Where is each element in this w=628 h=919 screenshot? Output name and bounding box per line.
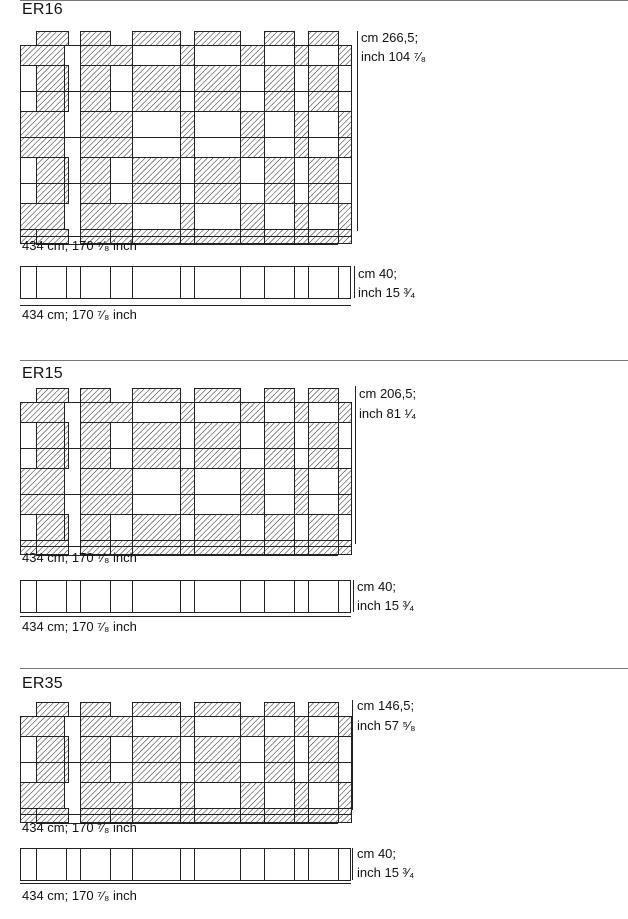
hatched-panel — [181, 783, 195, 809]
plinth-block — [295, 541, 309, 555]
hatched-panel — [21, 783, 65, 809]
height-cm-label: cm 266,5; — [361, 30, 419, 45]
plinth-block — [195, 809, 241, 823]
section-er15 — [0, 360, 628, 650]
hatched-panel — [81, 423, 111, 449]
top-cap-block — [81, 32, 111, 46]
hatched-panel — [21, 112, 65, 138]
hatched-panel — [81, 158, 111, 184]
top-cap-block — [309, 703, 339, 717]
hatched-panel — [265, 66, 295, 92]
hatched-panel — [81, 138, 133, 158]
plinth-block — [241, 541, 265, 555]
top-cap-block — [195, 703, 241, 717]
hatched-panel — [295, 46, 309, 66]
hatched-panel — [309, 515, 339, 541]
hatched-panel — [195, 158, 241, 184]
front-elevation — [20, 668, 352, 818]
depth-cm-label: cm 40; — [357, 846, 397, 861]
depth-dimension-line — [353, 580, 354, 612]
hatched-panel — [81, 184, 111, 204]
top-view-outline — [21, 267, 351, 299]
hatched-panel — [195, 449, 241, 469]
top-cap-block — [37, 703, 69, 717]
depth-cm-label: cm 40; — [357, 579, 397, 594]
hatched-panel — [241, 469, 265, 495]
hatched-panel — [81, 66, 111, 92]
plinth-block — [133, 541, 181, 555]
top-cap-block — [37, 389, 69, 403]
top-cap-block — [265, 703, 295, 717]
height-cm-label: cm 206,5; — [359, 386, 417, 401]
plinth-block — [339, 809, 352, 823]
depth-dimension-line — [352, 848, 353, 880]
hatched-panel — [309, 449, 339, 469]
depth-inch-label: inch 15 ³⁄₄ — [357, 598, 415, 613]
plinth-block — [309, 809, 339, 823]
hatched-panel — [37, 515, 69, 541]
top-cap-block — [265, 32, 295, 46]
hatched-panel — [133, 92, 181, 112]
height-inch-label: inch 57 ⁵⁄₈ — [357, 718, 416, 733]
top-view — [20, 848, 352, 882]
plinth-block — [265, 541, 295, 555]
hatched-panel — [81, 717, 133, 737]
hatched-panel — [133, 763, 181, 783]
hatched-panel — [37, 449, 69, 469]
height-inch-label: inch 104 ⁷⁄₈ — [361, 49, 427, 64]
hatched-panel — [181, 495, 195, 515]
top-width-label: 434 cm; 170 ⁷⁄₈ inch — [22, 888, 137, 903]
front-elevation — [20, 360, 352, 550]
hatched-panel — [133, 66, 181, 92]
hatched-panel — [37, 66, 69, 92]
hatched-panel — [265, 449, 295, 469]
hatched-panel — [195, 92, 241, 112]
hatched-panel — [295, 112, 309, 138]
top-width-label: 434 cm; 170 ⁷⁄₈ inch — [22, 307, 137, 322]
top-width-dimension-line — [20, 883, 351, 884]
plinth-block — [339, 541, 352, 555]
top-cap-block — [309, 32, 339, 46]
plinth-block — [241, 809, 265, 823]
model-name: ER15 — [22, 365, 63, 382]
hatched-panel — [133, 158, 181, 184]
front-width-label: 434 cm; 170 ⁷⁄₈ inch — [22, 238, 137, 253]
top-view — [20, 580, 352, 614]
hatched-panel — [81, 403, 133, 423]
front-width-label: 434 cm; 170 ⁷⁄₈ inch — [22, 820, 137, 835]
hatched-panel — [81, 763, 111, 783]
top-cap-block — [195, 389, 241, 403]
hatched-panel — [241, 403, 265, 423]
plinth-block — [295, 809, 309, 823]
hatched-panel — [295, 403, 309, 423]
hatched-panel — [21, 46, 65, 66]
hatched-panel — [21, 138, 65, 158]
hatched-panel — [339, 204, 352, 230]
height-dimension-line — [357, 31, 358, 231]
hatched-panel — [295, 783, 309, 809]
width-dimension-line — [20, 546, 351, 547]
top-width-label: 434 cm; 170 ⁷⁄₈ inch — [22, 619, 137, 634]
plinth-block — [309, 541, 339, 555]
hatched-panel — [241, 112, 265, 138]
hatched-panel — [309, 92, 339, 112]
hatched-panel — [81, 112, 133, 138]
hatched-panel — [265, 92, 295, 112]
top-cap-block — [133, 389, 181, 403]
hatched-panel — [265, 737, 295, 763]
top-cap-block — [133, 703, 181, 717]
hatched-panel — [21, 495, 65, 515]
hatched-panel — [265, 184, 295, 204]
hatched-panel — [295, 717, 309, 737]
hatched-panel — [181, 112, 195, 138]
depth-inch-label: inch 15 ³⁄₄ — [358, 285, 416, 300]
hatched-panel — [295, 469, 309, 495]
hatched-panel — [265, 158, 295, 184]
hatched-panel — [81, 515, 111, 541]
hatched-panel — [181, 46, 195, 66]
height-dimension-line — [355, 386, 356, 544]
hatched-panel — [37, 763, 69, 783]
top-cap-block — [133, 32, 181, 46]
section-er16 — [0, 0, 628, 330]
hatched-panel — [195, 515, 241, 541]
hatched-panel — [309, 184, 339, 204]
plinth-block — [265, 809, 295, 823]
top-cap-block — [309, 389, 339, 403]
hatched-panel — [37, 158, 69, 184]
hatched-panel — [265, 515, 295, 541]
hatched-panel — [339, 495, 352, 515]
hatched-panel — [195, 66, 241, 92]
top-cap-block — [195, 32, 241, 46]
hatched-panel — [181, 717, 195, 737]
hatched-panel — [339, 783, 352, 809]
hatched-panel — [181, 204, 195, 230]
hatched-panel — [195, 423, 241, 449]
front-elevation — [20, 0, 352, 240]
width-dimension-line — [20, 814, 351, 815]
plinth-block — [195, 541, 241, 555]
hatched-panel — [265, 763, 295, 783]
hatched-panel — [241, 204, 265, 230]
hatched-panel — [37, 92, 69, 112]
hatched-panel — [339, 112, 352, 138]
hatched-panel — [339, 403, 352, 423]
hatched-panel — [81, 495, 133, 515]
plinth-block — [133, 809, 181, 823]
model-name: ER16 — [22, 1, 63, 18]
front-width-label: 434 cm; 170 ⁷⁄₈ inch — [22, 550, 137, 565]
hatched-panel — [81, 737, 111, 763]
hatched-panel — [181, 403, 195, 423]
depth-dimension-line — [354, 266, 355, 298]
hatched-panel — [295, 138, 309, 158]
hatched-panel — [21, 717, 65, 737]
hatched-panel — [295, 204, 309, 230]
hatched-panel — [309, 737, 339, 763]
hatched-panel — [81, 92, 111, 112]
hatched-panel — [37, 184, 69, 204]
hatched-panel — [21, 403, 65, 423]
hatched-panel — [241, 46, 265, 66]
hatched-panel — [21, 469, 65, 495]
hatched-panel — [195, 737, 241, 763]
hatched-panel — [133, 515, 181, 541]
hatched-panel — [295, 495, 309, 515]
section-er35 — [0, 668, 628, 919]
hatched-panel — [181, 138, 195, 158]
hatched-panel — [81, 469, 133, 495]
top-cap-block — [265, 389, 295, 403]
hatched-panel — [81, 204, 133, 230]
height-dimension-line — [352, 700, 353, 810]
hatched-panel — [309, 763, 339, 783]
top-cap-block — [81, 389, 111, 403]
hatched-panel — [339, 469, 352, 495]
hatched-panel — [133, 737, 181, 763]
hatched-panel — [241, 138, 265, 158]
hatched-panel — [339, 717, 352, 737]
top-cap-block — [81, 703, 111, 717]
hatched-panel — [81, 449, 111, 469]
height-cm-label: cm 146,5; — [357, 698, 415, 713]
top-view — [20, 266, 352, 300]
hatched-panel — [133, 449, 181, 469]
hatched-panel — [241, 783, 265, 809]
height-inch-label: inch 81 ¹⁄₄ — [359, 406, 417, 421]
plinth-block — [181, 541, 195, 555]
hatched-panel — [81, 783, 133, 809]
hatched-panel — [339, 46, 352, 66]
hatched-panel — [309, 423, 339, 449]
top-view-outline — [21, 849, 351, 881]
model-name: ER35 — [22, 675, 63, 692]
hatched-panel — [133, 423, 181, 449]
hatched-panel — [21, 204, 65, 230]
plinth-block — [181, 809, 195, 823]
depth-cm-label: cm 40; — [358, 266, 398, 281]
hatched-panel — [195, 763, 241, 783]
hatched-panel — [195, 184, 241, 204]
hatched-panel — [309, 66, 339, 92]
top-cap-block — [37, 32, 69, 46]
hatched-panel — [265, 423, 295, 449]
depth-inch-label: inch 15 ³⁄₄ — [357, 865, 415, 880]
hatched-panel — [133, 184, 181, 204]
hatched-panel — [339, 138, 352, 158]
hatched-panel — [181, 469, 195, 495]
hatched-panel — [37, 423, 69, 449]
hatched-panel — [309, 158, 339, 184]
hatched-panel — [241, 717, 265, 737]
hatched-panel — [241, 495, 265, 515]
hatched-panel — [37, 737, 69, 763]
hatched-panel — [81, 46, 133, 66]
top-view-outline — [21, 581, 351, 613]
